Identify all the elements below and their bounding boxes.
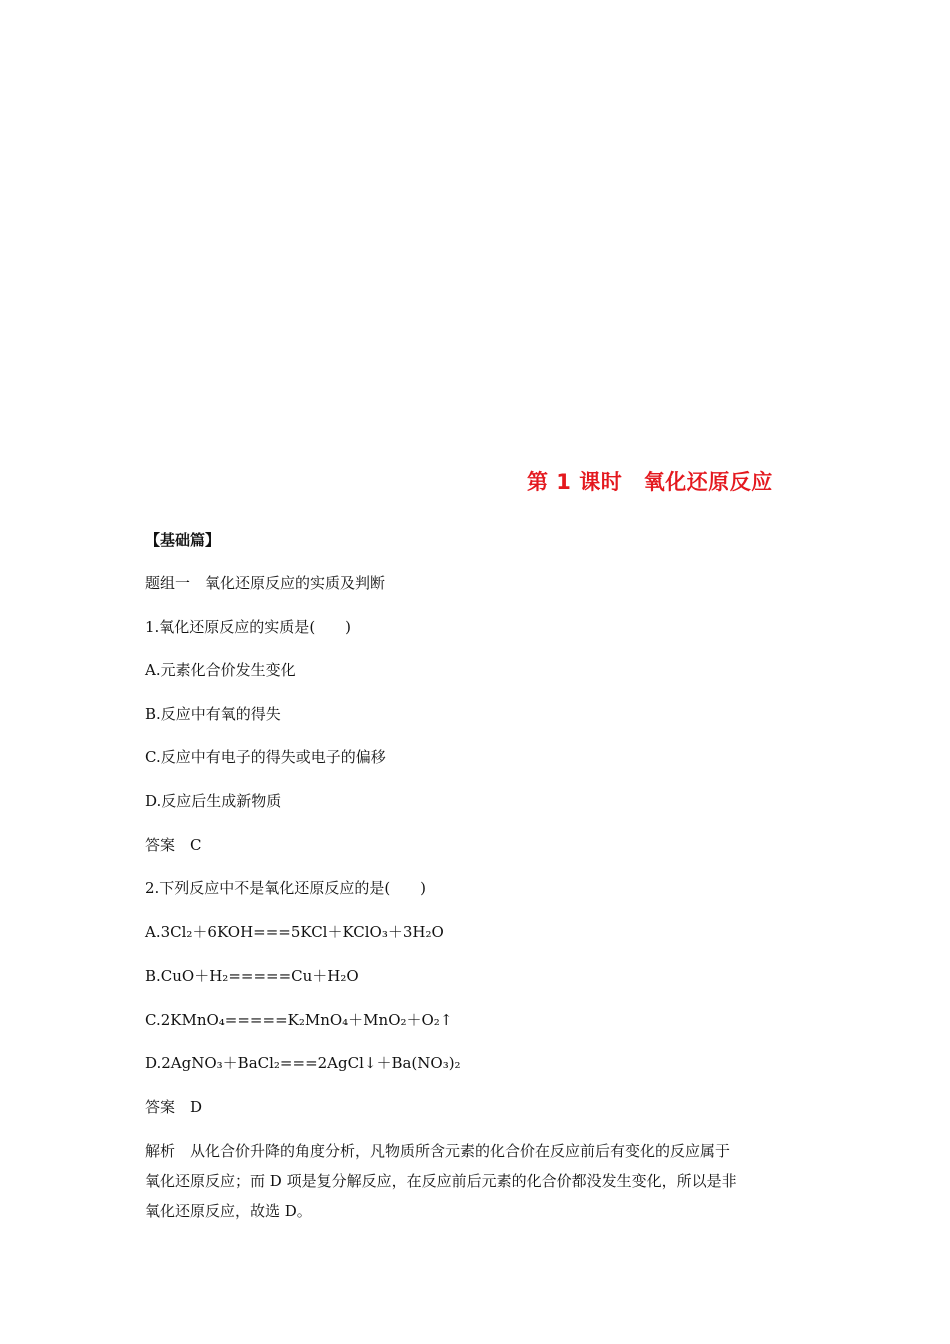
section-heading: 【基础篇】 [145,531,221,549]
analysis-line: 解析 从化合价升降的角度分析，凡物质所含元素的化合价在反应前后有变化的反应属于 [145,1142,731,1160]
question-1-option-d: D.反应后生成新物质 [145,792,282,810]
question-1-option-c: C.反应中有电子的得失或电子的偏移 [145,748,386,766]
question-2-option-a: A.3Cl₂＋6KOH===5KCl＋KClO₃＋3H₂O [145,923,444,941]
analysis-line: 氧化还原反应；而 D 项是复分解反应，在反应前后元素的化合价都没发生变化，所以是非 [145,1172,737,1190]
question-group-heading: 题组一 氧化还原反应的实质及判断 [145,574,386,592]
question-1-option-b: B.反应中有氧的得失 [145,705,281,723]
question-2-option-d: D.2AgNO₃＋BaCl₂===2AgCl↓＋Ba(NO₃)₂ [145,1054,461,1072]
question-2-option-b: B.CuO＋H₂=====Cu＋H₂O [145,967,359,985]
question-2-stem: 2.下列反应中不是氧化还原反应的是( ) [145,879,427,897]
lesson-title: 第 1 课时 氧化还原反应 [527,470,773,494]
question-2-option-c: C.2KMnO₄=====K₂MnO₄＋MnO₂＋O₂↑ [145,1011,453,1029]
question-1-answer: 答案 C [145,836,202,854]
question-1-stem: 1.氧化还原反应的实质是( ) [145,618,352,636]
question-1-option-a: A.元素化合价发生变化 [145,661,296,679]
analysis-line: 氧化还原反应，故选 D。 [145,1202,312,1220]
question-2-answer: 答案 D [145,1098,203,1116]
question-2-analysis [145,1136,810,1226]
